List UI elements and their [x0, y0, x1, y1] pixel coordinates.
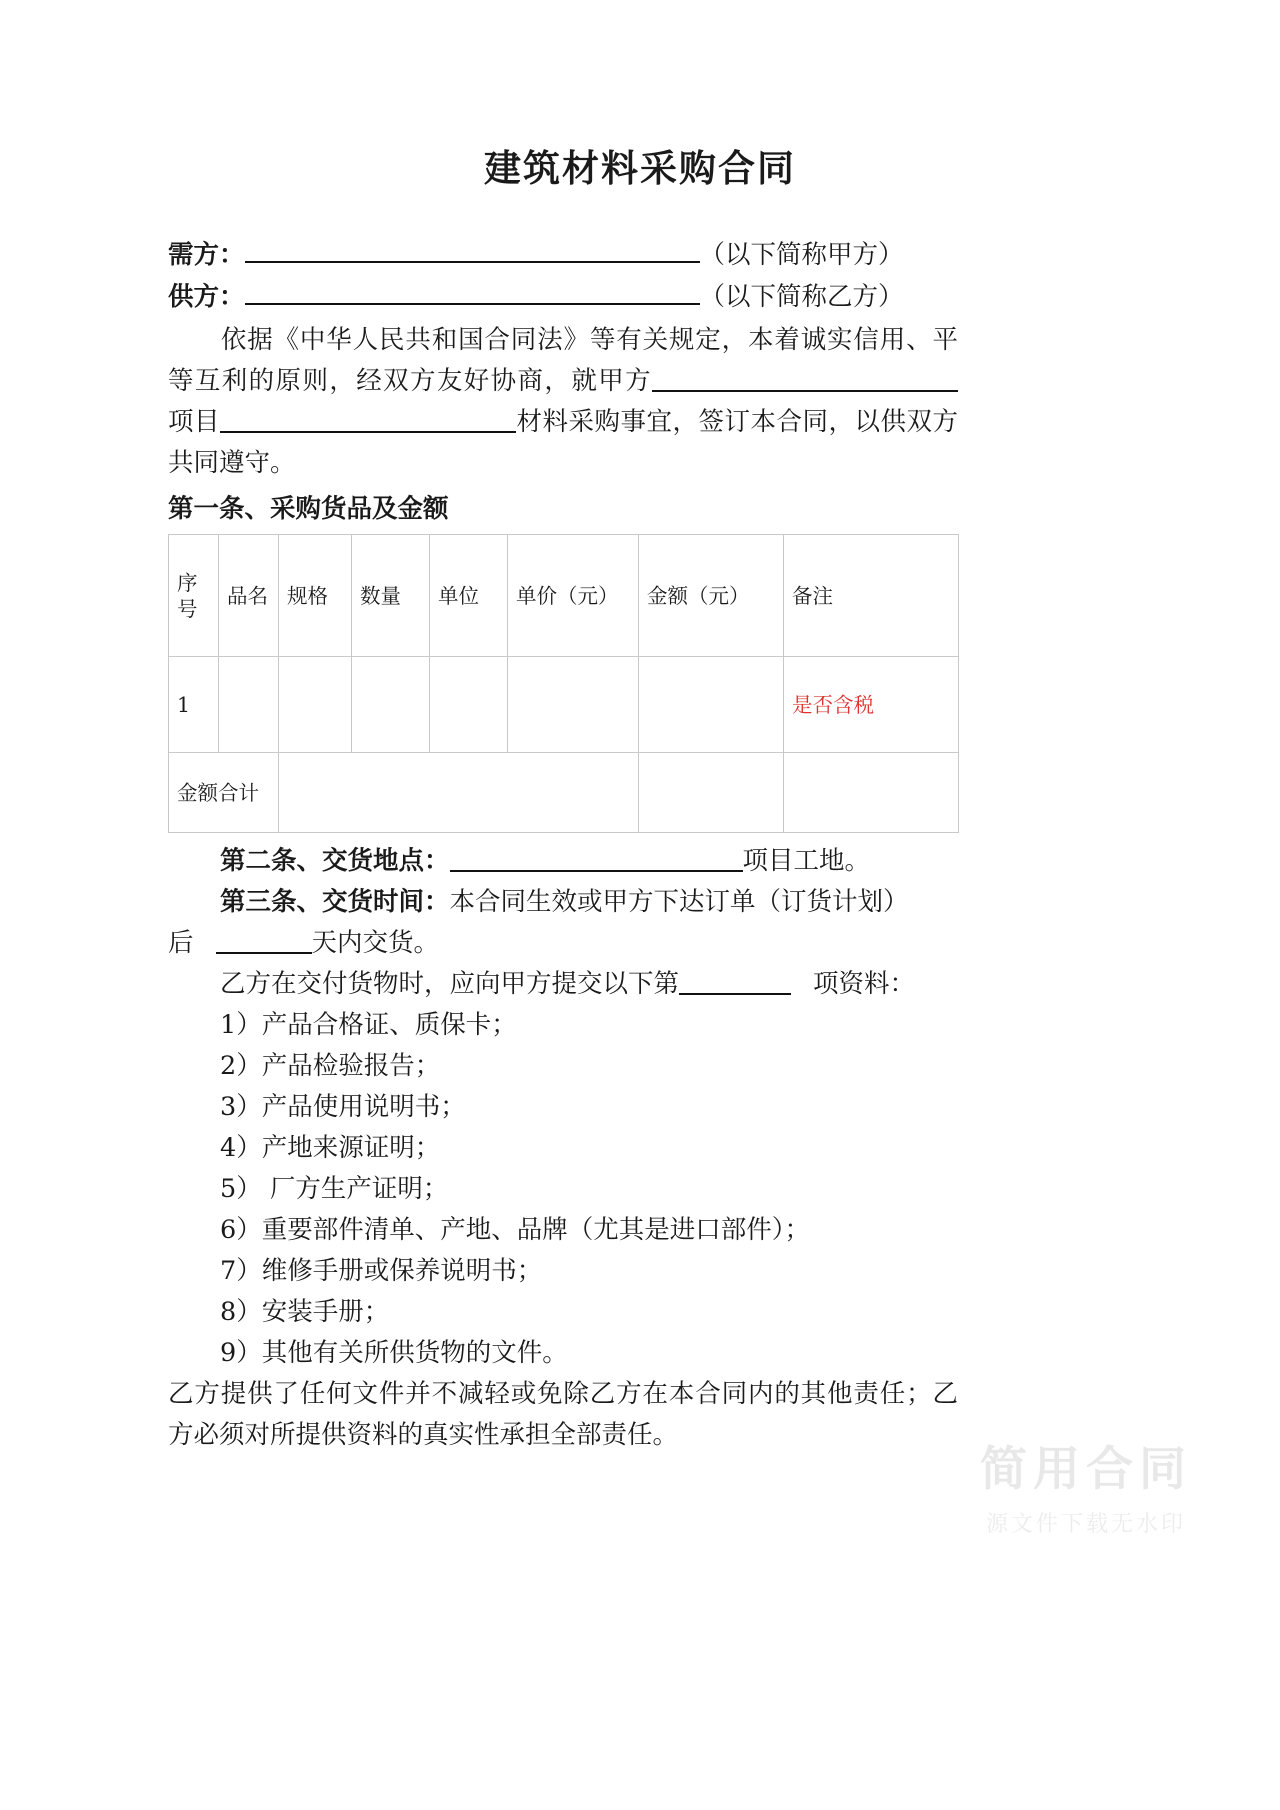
column-header-name: 品名 — [219, 535, 279, 657]
project-name-blank-field[interactable] — [220, 409, 516, 433]
clause-2-heading: 第二条、交货地点： — [220, 846, 450, 876]
buyer-line — [168, 236, 958, 275]
list-item: 1）产品合格证、质保卡； — [220, 1010, 517, 1040]
supplier-label: 供方： — [168, 282, 245, 312]
clause-3-text2: 后 — [168, 928, 194, 958]
list-item: 8）安装手册； — [220, 1297, 390, 1327]
clause-3-heading: 第三条、交货时间： — [220, 887, 450, 917]
buyer-label: 需方： — [168, 240, 245, 270]
cell-note-tax-included: 是否含税 — [784, 657, 959, 753]
table-row — [169, 657, 959, 753]
clause-2-line — [168, 841, 958, 882]
delivery-place-blank-field[interactable] — [450, 848, 743, 872]
preamble-part2: 项目 — [168, 407, 220, 437]
preamble-part3: 材料采购事宜，签订本合同，以供双方共同遵守。 — [168, 407, 958, 478]
total-label-cell: 金额合计 — [169, 753, 279, 833]
clause-3-text3: 天内交货。 — [311, 928, 440, 958]
preamble-part1: 依据《中华人民共和国合同法》等有关规定，本着诚实信用、平等互利的原则，经双方友好协商，就甲方 — [168, 325, 958, 396]
list-item: 4）产地来源证明； — [220, 1133, 441, 1163]
document-body — [168, 236, 958, 1456]
watermark — [980, 1443, 1192, 1538]
supplier-line — [168, 278, 958, 317]
preamble-paragraph — [168, 320, 958, 484]
documents-intro-line — [168, 964, 958, 1005]
supplier-suffix: （以下简称乙方） — [699, 282, 904, 312]
list-item: 2）产品检验报告； — [220, 1051, 441, 1081]
clause-3-days-line — [168, 923, 958, 964]
cell-seq: 1 — [169, 657, 219, 753]
clause-2-suffix: 项目工地。 — [742, 846, 871, 876]
clause-3-line — [168, 882, 958, 923]
cell-unit[interactable] — [430, 657, 508, 753]
cell-price[interactable] — [508, 657, 639, 753]
column-header-seq: 序号 — [169, 535, 219, 657]
total-amount-cell[interactable] — [639, 753, 784, 833]
page-title: 建筑材料采购合同 — [484, 146, 796, 190]
table-total-row — [169, 753, 959, 833]
cell-amount[interactable] — [639, 657, 784, 753]
total-note-cell[interactable] — [784, 753, 959, 833]
list-item: 9）其他有关所供货物的文件。 — [220, 1338, 568, 1368]
buyer-blank-field[interactable] — [245, 236, 700, 263]
total-spacer-cell — [279, 753, 639, 833]
list-item: 5） 厂方生产证明； — [220, 1174, 449, 1204]
closing-paragraph — [168, 1374, 958, 1456]
buyer-suffix: （以下简称甲方） — [699, 240, 904, 270]
project-party-blank-field[interactable] — [652, 368, 958, 392]
documents-intro-a: 乙方在交付货物时，应向甲方提交以下第 — [220, 969, 680, 999]
delivery-days-blank-field[interactable] — [216, 930, 312, 954]
watermark-sub-text: 源文件下载无水印 — [985, 1512, 1186, 1537]
documents-intro-b: 项资料： — [813, 969, 916, 999]
clause-1-heading: 第一条、采购货品及金额 — [168, 494, 449, 524]
cell-spec[interactable] — [279, 657, 352, 753]
column-header-unit: 单位 — [430, 535, 508, 657]
documents-count-blank-field[interactable] — [679, 971, 791, 995]
list-item: 7）维修手册或保养说明书； — [220, 1256, 543, 1286]
closing-text: 乙方提供了任何文件并不减轻或免除乙方在本合同内的其他责任；乙方必须对所提供资料的真实性承担全部责任。 — [168, 1379, 958, 1450]
table-header-row — [169, 535, 959, 657]
cell-qty[interactable] — [352, 657, 430, 753]
supplier-blank-field[interactable] — [245, 278, 700, 305]
column-header-amount: 金额（元） — [639, 535, 784, 657]
column-header-spec: 规格 — [279, 535, 352, 657]
list-item: 3）产品使用说明书； — [220, 1092, 466, 1122]
column-header-note: 备注 — [784, 535, 959, 657]
cell-name[interactable] — [219, 657, 279, 753]
watermark-main-text: 简用合同 — [980, 1442, 1192, 1497]
purchase-goods-table — [168, 534, 959, 833]
clause-3-text1: 本合同生效或甲方下达订单（订货计划） — [449, 887, 909, 917]
column-header-price: 单价（元） — [508, 535, 639, 657]
list-item: 6）重要部件清单、产地、品牌（尤其是进口部件）； — [220, 1215, 810, 1245]
column-header-qty: 数量 — [352, 535, 430, 657]
